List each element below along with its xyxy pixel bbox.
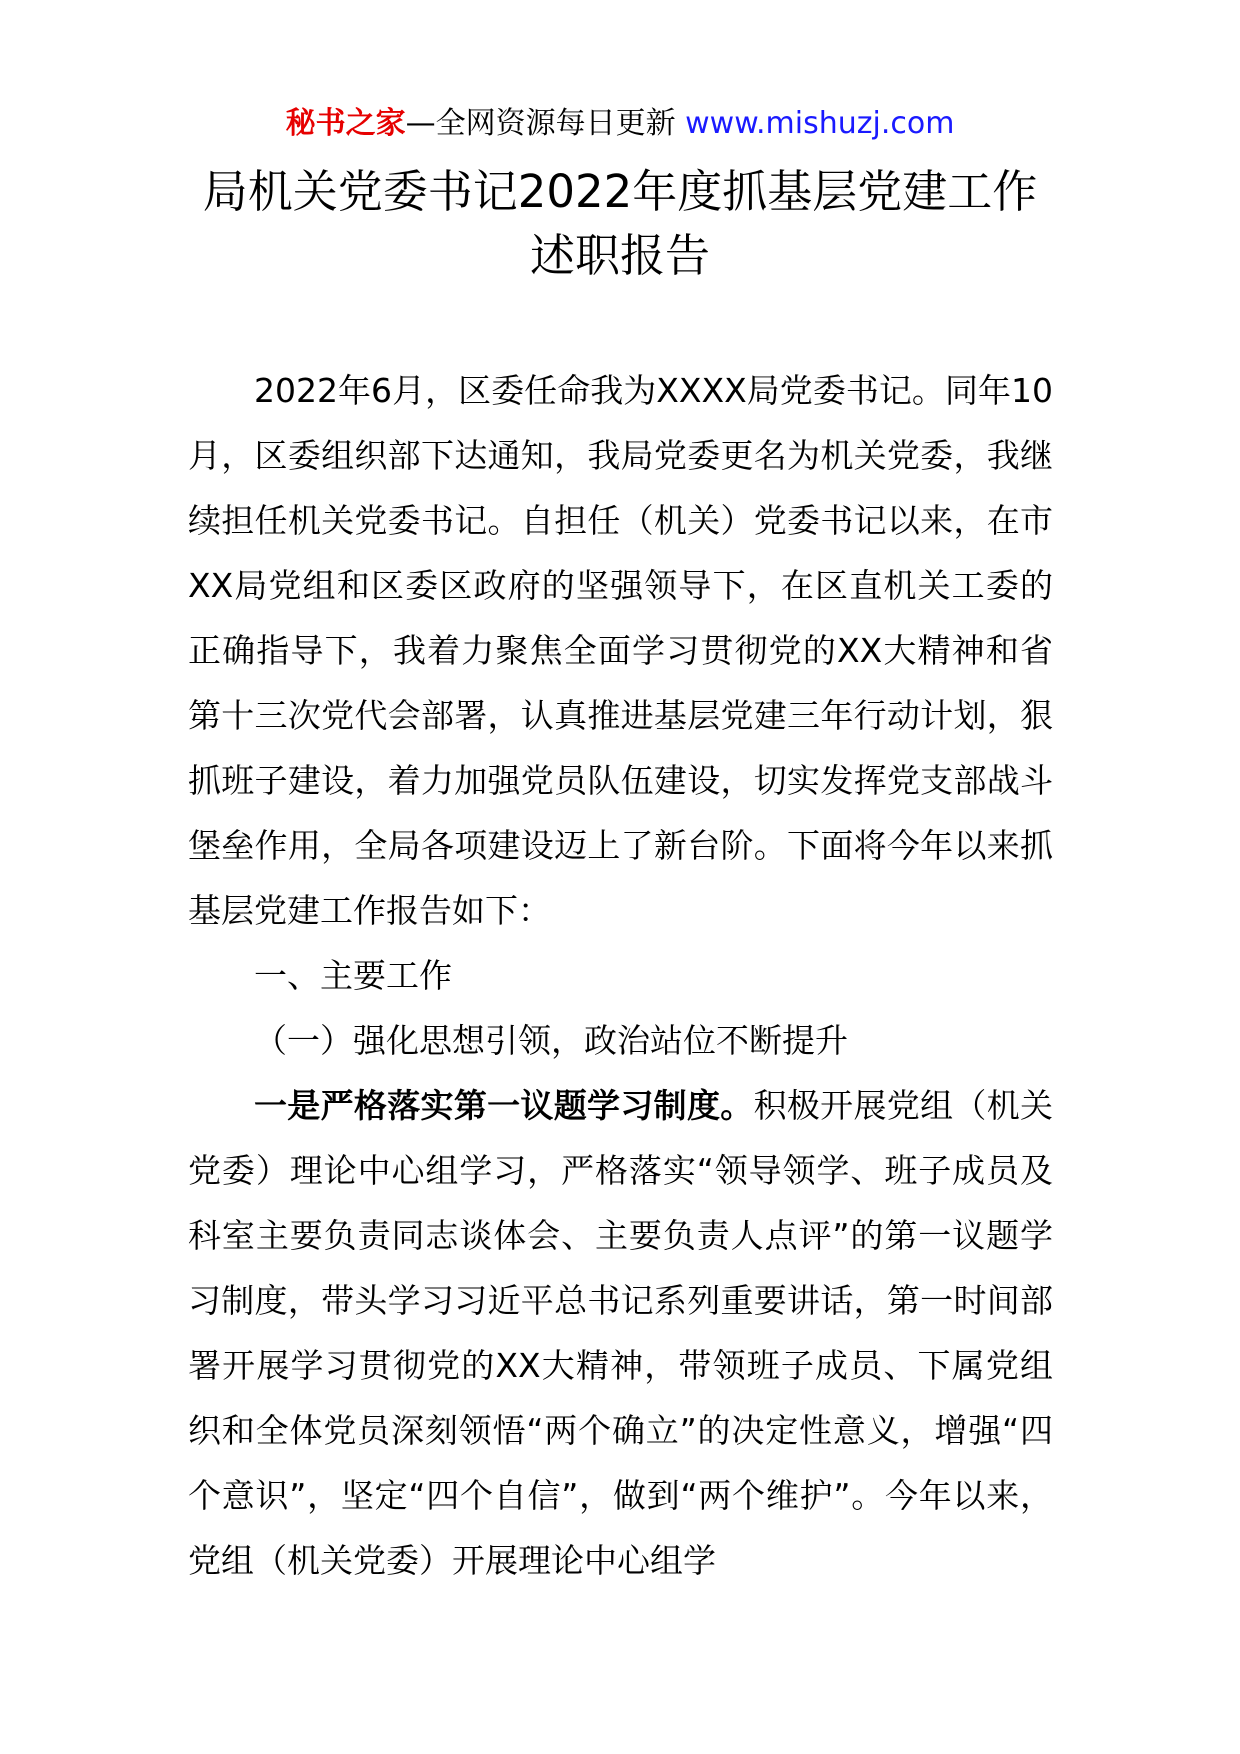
document-title	[130, 160, 1110, 288]
title-line-2: 述职报告	[529, 229, 710, 282]
document-body	[188, 358, 1053, 1593]
site-url-link[interactable]: www.mishuzj.com	[685, 106, 955, 141]
section-heading: 一、主要工作	[254, 956, 452, 995]
intro-paragraph: 2022年6月，区委任命我为XXXX局党委书记。同年10月，区委组织部下达通知，我局党委更名为机关党委，我继续担任机关党委书记。自担任（机关）党委书记以来，在市XX局党组和区委区政府的坚强领导下，在区直机关工委的正确指导下，我着力聚焦全面学习贯彻党的XX大精神和省第十三次党代会部署，认真推进基层党建三年行动计划，狠抓班子建设，着力加强党员队伍建设，切实发挥党支部战斗堡垒作用，全局各项建设迈上了新台阶。下面将今年以来抓基层党建工作报告如下：	[188, 371, 1053, 930]
brand-name: 秘书之家	[285, 106, 406, 141]
item-text: 积极开展党组（机关党委）理论中心组学习，严格落实“领导领学、班子成员及科室主要负责同志谈体会、主要负责人点评”的第一议题学习制度，带头学习习近平总书记系列重要讲话，第一时间部署开展学习贯彻党的XX大精神，带领班子成员、下属党组织和全体党员深刻领悟“两个确立”的决定性意义，增强“四个意识”，坚定“四个自信”，做到“两个维护”。今年以来，党组（机关党委）开展理论中心组学	[188, 1086, 1054, 1580]
item-paragraph	[188, 1073, 1053, 1593]
subsection-heading: （一）强化思想引领，政治站位不断提升	[254, 1021, 848, 1060]
site-header	[0, 104, 1240, 144]
header-slogan: —全网资源每日更新	[405, 106, 676, 141]
item-lead: 一是严格落实第一议题学习制度。	[254, 1086, 754, 1125]
title-line-1: 局机关党委书记2022年度抓基层党建工作	[202, 165, 1038, 218]
